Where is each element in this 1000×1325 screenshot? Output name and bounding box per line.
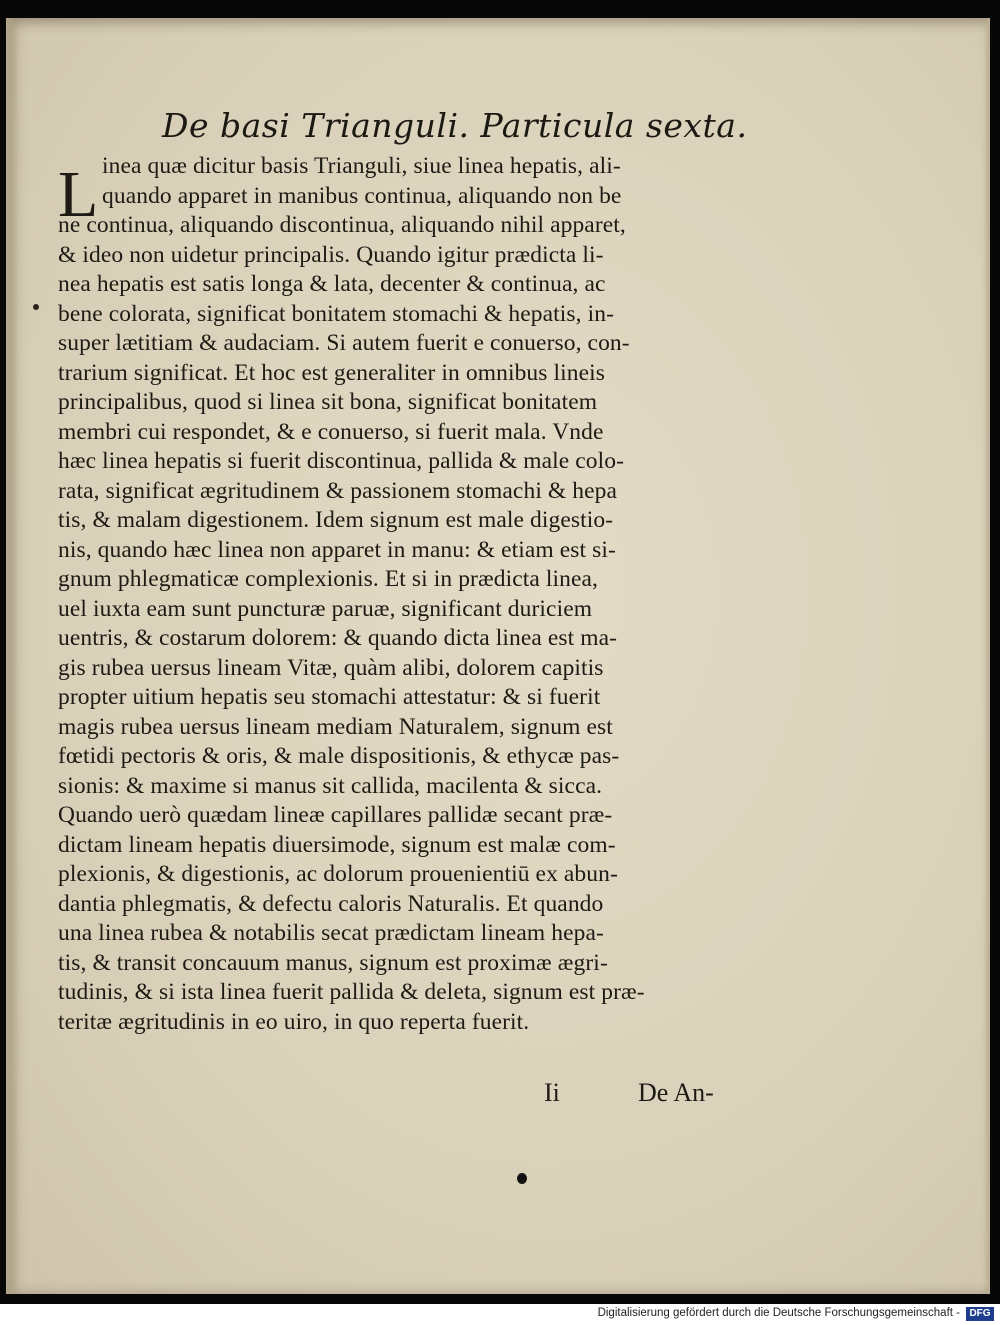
text-line: bene colorata, significat bonitatem stomachi & hepatis, in- [58, 300, 615, 327]
footer-credit: Digitalisierung gefördert durch die Deutsche Forschungsgemeinschaft - [597, 1307, 960, 1319]
book-page [6, 18, 990, 1294]
text-line: Quando uerò quædam lineæ capillares pallidæ secant præ- [58, 802, 613, 828]
text-line: membri cui respondet, & e conuerso, si fuerit mala. Vnde [58, 418, 604, 445]
footer-bar [0, 1304, 1000, 1325]
text-line: fœtidi pectoris & oris, & male dispositionis, & ethycæ pas- [58, 743, 620, 769]
drop-cap: L [58, 158, 99, 231]
body-text [58, 152, 738, 1037]
text-line: nis, quando hæc linea non apparet in manu: & etiam est si- [58, 536, 616, 563]
catchword: De An- [638, 1078, 714, 1107]
text-line: rata, significat ægritudinem & passionem stomachi & hepa [58, 477, 618, 504]
text-line: tis, & malam digestionem. Idem signum est male digestio- [58, 507, 614, 533]
text-line: uentris, & costarum dolorem: & quando dicta linea est ma- [58, 625, 618, 651]
margin-mark [33, 304, 39, 310]
text-line: & ideo non uidetur principalis. Quando igitur prædicta li- [58, 241, 604, 268]
text-line: tudinis, & si ista linea fuerit pallida & deleta, signum est præ- [58, 979, 645, 1005]
text-line: nea hepatis est satis longa & lata, decenter & continua, ac [58, 271, 606, 297]
text-line: super lætitiam & audaciam. Si autem fuerit e conuerso, con- [58, 330, 630, 356]
text-line: principalibus, quod si linea sit bona, significat bonitatem [58, 389, 598, 415]
text-line: gis rubea uersus lineam Vitæ, quàm alibi, dolorem capitis [58, 654, 604, 681]
page-gutter-shadow [6, 18, 18, 1294]
text-line: propter uitium hepatis seu stomachi attestatur: & si fuerit [58, 684, 601, 710]
text-line: tis, & transit concauum manus, signum est proximæ ægri- [58, 949, 608, 976]
page-heading: De basi Trianguli. Particula sexta. [162, 106, 748, 145]
signature-mark: Ii [544, 1078, 560, 1107]
dfg-logo: DFG [966, 1307, 994, 1321]
text-line: plexionis, & digestionis, ac dolorum prouenientiū ex abun- [58, 861, 618, 887]
page-edge-shadow [984, 18, 990, 1294]
text-line: dictam lineam hepatis diuersimode, signum est malæ com- [58, 831, 616, 858]
text-line: hæc linea hepatis si fuerit discontinua, pallida & male colo- [58, 448, 625, 474]
ink-dot [517, 1173, 527, 1184]
text-line: ne continua, aliquando discontinua, aliquando nihil apparet, [58, 212, 626, 238]
text-line: gnum phlegmaticæ complexionis. Et si in prædicta linea, [58, 566, 599, 592]
text-line: trarium significat. Et hoc est generaliter in omnibus lineis [58, 359, 606, 386]
text-line: uel iuxta eam sunt puncturæ paruæ, significant duriciem [58, 595, 593, 622]
text-line: quando apparet in manibus continua, aliquando non be [102, 182, 622, 209]
text-line: magis rubea uersus lineam mediam Naturalem, signum est [58, 713, 613, 740]
text-line: dantia phlegmatis, & defectu caloris Naturalis. Et quando [58, 890, 604, 917]
text-line: teritæ ægritudinis in eo uiro, in quo reperta fuerit. [58, 1008, 530, 1035]
text-line: inea quæ dicitur basis Trianguli, siue linea hepatis, ali- [102, 153, 621, 179]
text-line: sionis: & maxime si manus sit callida, macilenta & sicca. [58, 772, 603, 799]
text-line: una linea rubea & notabilis secat prædictam lineam hepa- [58, 920, 604, 946]
